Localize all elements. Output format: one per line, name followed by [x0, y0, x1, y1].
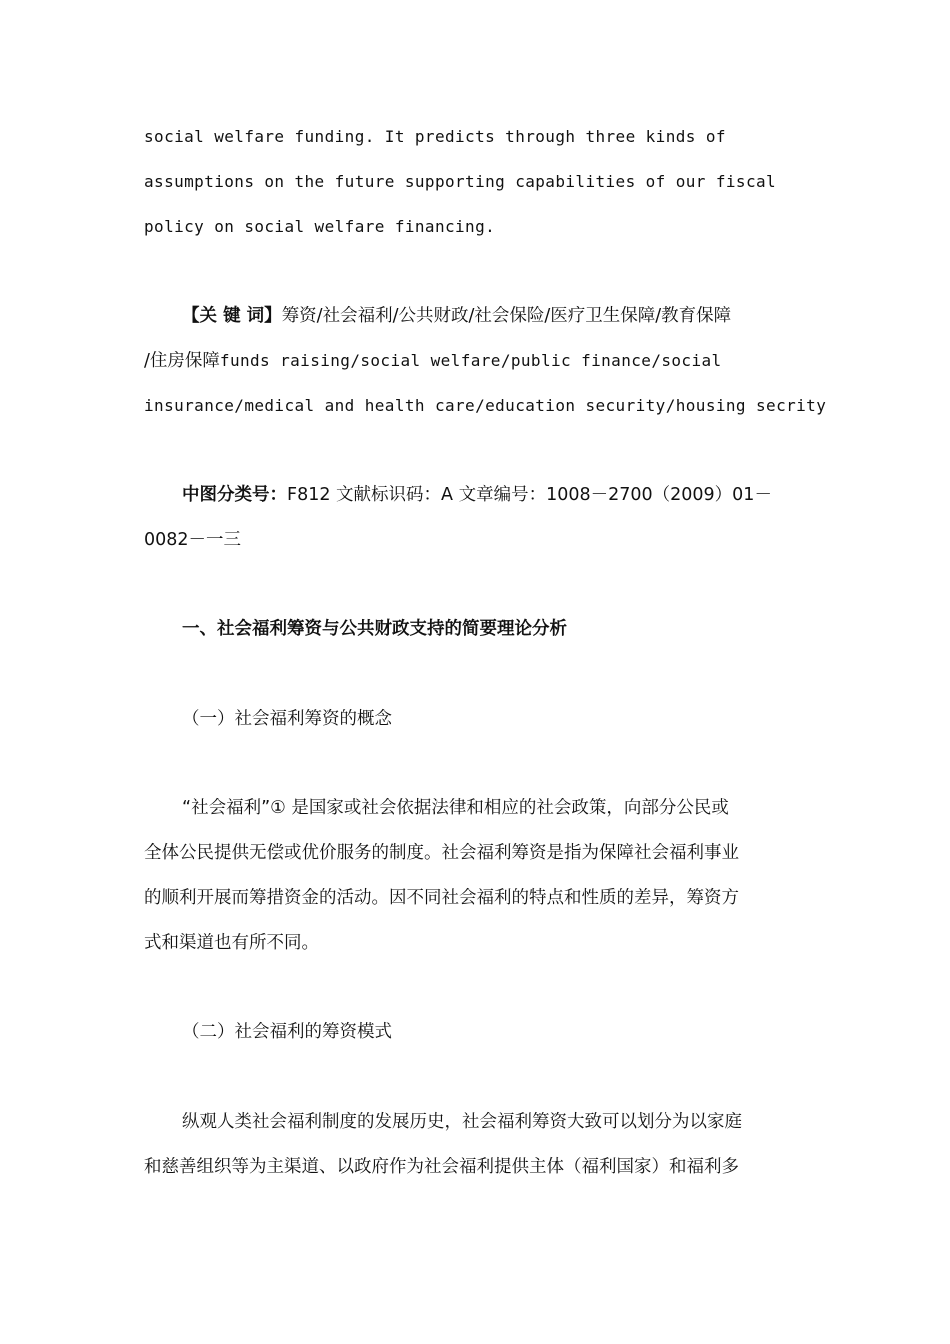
paragraph-1-line-4: 式和渠道也有所不同。	[144, 933, 319, 953]
abstract-line-3: policy on social welfare financing.	[144, 217, 496, 236]
abstract-line-2: assumptions on the future supporting capabilities of our fiscal	[144, 172, 777, 191]
subsection-heading-1: （一）社会福利筹资的概念	[182, 709, 392, 729]
keywords-en-list: funds raising/social welfare/public finance/social	[219, 351, 722, 370]
keywords-line-2	[144, 350, 722, 372]
classification-codes: F812 文献标识码：A 文章编号：1008－2700（2009）01－	[287, 485, 772, 505]
paragraph-1-line-3: 的顺利开展而筹措资金的活动。因不同社会福利的特点和性质的差异，筹资方	[144, 888, 739, 908]
subsection-heading-2: （二）社会福利的筹资模式	[182, 1022, 392, 1042]
keywords-cn-tail: /住房保障	[144, 351, 220, 371]
keywords-line-1	[182, 305, 731, 327]
keywords-label: 【关 键 词】	[182, 306, 282, 326]
keywords-cn-list: 筹资/社会福利/公共财政/社会保险/医疗卫生保障/教育保障	[281, 306, 732, 326]
paragraph-2-line-1: 纵观人类社会福利制度的发展历史，社会福利筹资大致可以划分为以家庭	[182, 1112, 742, 1132]
paragraph-2-line-2: 和慈善组织等为主渠道、以政府作为社会福利提供主体（福利国家）和福利多	[144, 1157, 739, 1177]
classification-label: 中图分类号：	[182, 485, 287, 505]
section-heading: 一、社会福利筹资与公共财政支持的简要理论分析	[182, 619, 567, 639]
paragraph-1-line-2: 全体公民提供无偿或优价服务的制度。社会福利筹资是指为保障社会福利事业	[144, 843, 739, 863]
classification-line-2: 0082－一三	[144, 530, 242, 550]
classification-line-1	[182, 484, 772, 506]
keywords-line-3: insurance/medical and health care/education security/housing secrity	[144, 396, 827, 415]
abstract-line-1: social welfare funding. It predicts through three kinds of	[144, 127, 726, 146]
paragraph-1-line-1: “社会福利”① 是国家或社会依据法律和相应的社会政策，向部分公民或	[182, 798, 729, 818]
